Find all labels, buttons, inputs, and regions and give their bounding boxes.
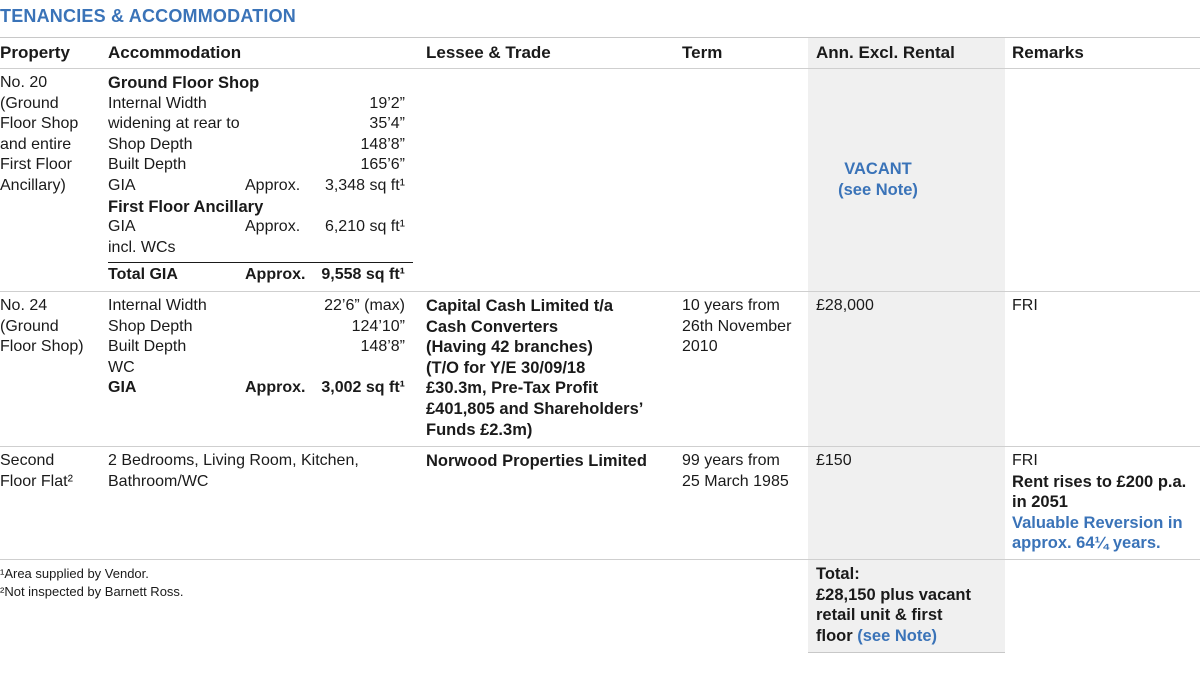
row-divider: [0, 559, 1200, 560]
acc-line: GIA Approx. 6,210 sq ft¹: [108, 218, 405, 236]
header-term: Term: [682, 43, 723, 62]
header-remarks: Remarks: [1012, 43, 1084, 62]
row-divider: [0, 291, 1200, 292]
row3-rental: £150: [816, 452, 852, 469]
footnote-2: ²Not inspected by Barnett Ross.: [0, 584, 184, 599]
row1-section-first-floor: First Floor Ancillary: [108, 197, 264, 216]
total-gia-rule: [108, 262, 413, 263]
header-rental: Ann. Excl. Rental: [816, 43, 955, 62]
acc-line: incl. WCs: [108, 238, 176, 256]
acc-line: Internal Width 22’6” (max): [108, 297, 405, 314]
section-heading: TENANCIES & ACCOMMODATION: [0, 6, 296, 26]
see-note-link: (see Note): [857, 626, 938, 645]
header-lessee: Lessee & Trade: [426, 43, 551, 62]
row-divider: [0, 446, 1200, 447]
acc-line: Built Depth 148’8”: [108, 338, 405, 356]
total-rental: Total: £28,150 plus vacant retail unit & first floor (see Note): [816, 565, 972, 645]
row3-accommodation: 2 Bedrooms, Living Room, Kitchen, Bathroom/WC: [108, 452, 359, 490]
header-rule: [0, 68, 1200, 69]
rental-column-bottom-rule: [808, 652, 1005, 653]
acc-line: Shop Depth 124’10”: [108, 317, 405, 335]
acc-line: Shop Depth 148’8”: [108, 135, 405, 153]
row1-section-ground-floor: Ground Floor Shop: [108, 74, 260, 92]
header-accommodation: Accommodation: [108, 43, 242, 62]
acc-line: Built Depth 165’6”: [108, 156, 405, 174]
acc-line: Internal Width 19’2”: [108, 94, 405, 112]
acc-line: GIA Approx. 3,348 sq ft¹: [108, 177, 405, 194]
row2-remarks: FRI: [1012, 297, 1038, 314]
acc-line: WC: [108, 358, 135, 376]
acc-line: widening at rear to 35’4”: [108, 115, 405, 133]
row2-rental: £28,000: [816, 297, 874, 314]
row1-property: No. 20 (Ground Floor Shop and entire First Floor Ancillary): [0, 74, 79, 194]
row2-term: 10 years from 26th November 2010: [682, 297, 792, 356]
row1-rental-vacant: VACANT (see Note): [838, 160, 918, 199]
heading-rule: [0, 37, 1200, 38]
row3-property: Second Floor Flat²: [0, 452, 73, 490]
row2-lessee: Capital Cash Limited t/a Cash Converters (Having 42 branches) (T/O for Y/E 30/09/18 £30.3m, Pre-Tax Profit £401,805 and Shareholders’ Funds £2.3m): [426, 297, 644, 439]
row1-total-gia: Total GIA Approx. 9,558 sq ft¹: [108, 266, 405, 283]
header-property: Property: [0, 43, 70, 62]
row3-term: 99 years from 25 March 1985: [682, 452, 789, 490]
row2-property: No. 24 (Ground Floor Shop): [0, 297, 84, 356]
footnote-1: ¹Area supplied by Vendor.: [0, 566, 149, 581]
row3-lessee: Norwood Properties Limited: [426, 452, 647, 470]
row2-gia: GIA Approx. 3,002 sq ft¹: [108, 379, 405, 397]
row3-remarks: FRI Rent rises to £200 p.a. in 2051 Valuable Reversion in approx. 64¼ years.: [1012, 452, 1187, 553]
